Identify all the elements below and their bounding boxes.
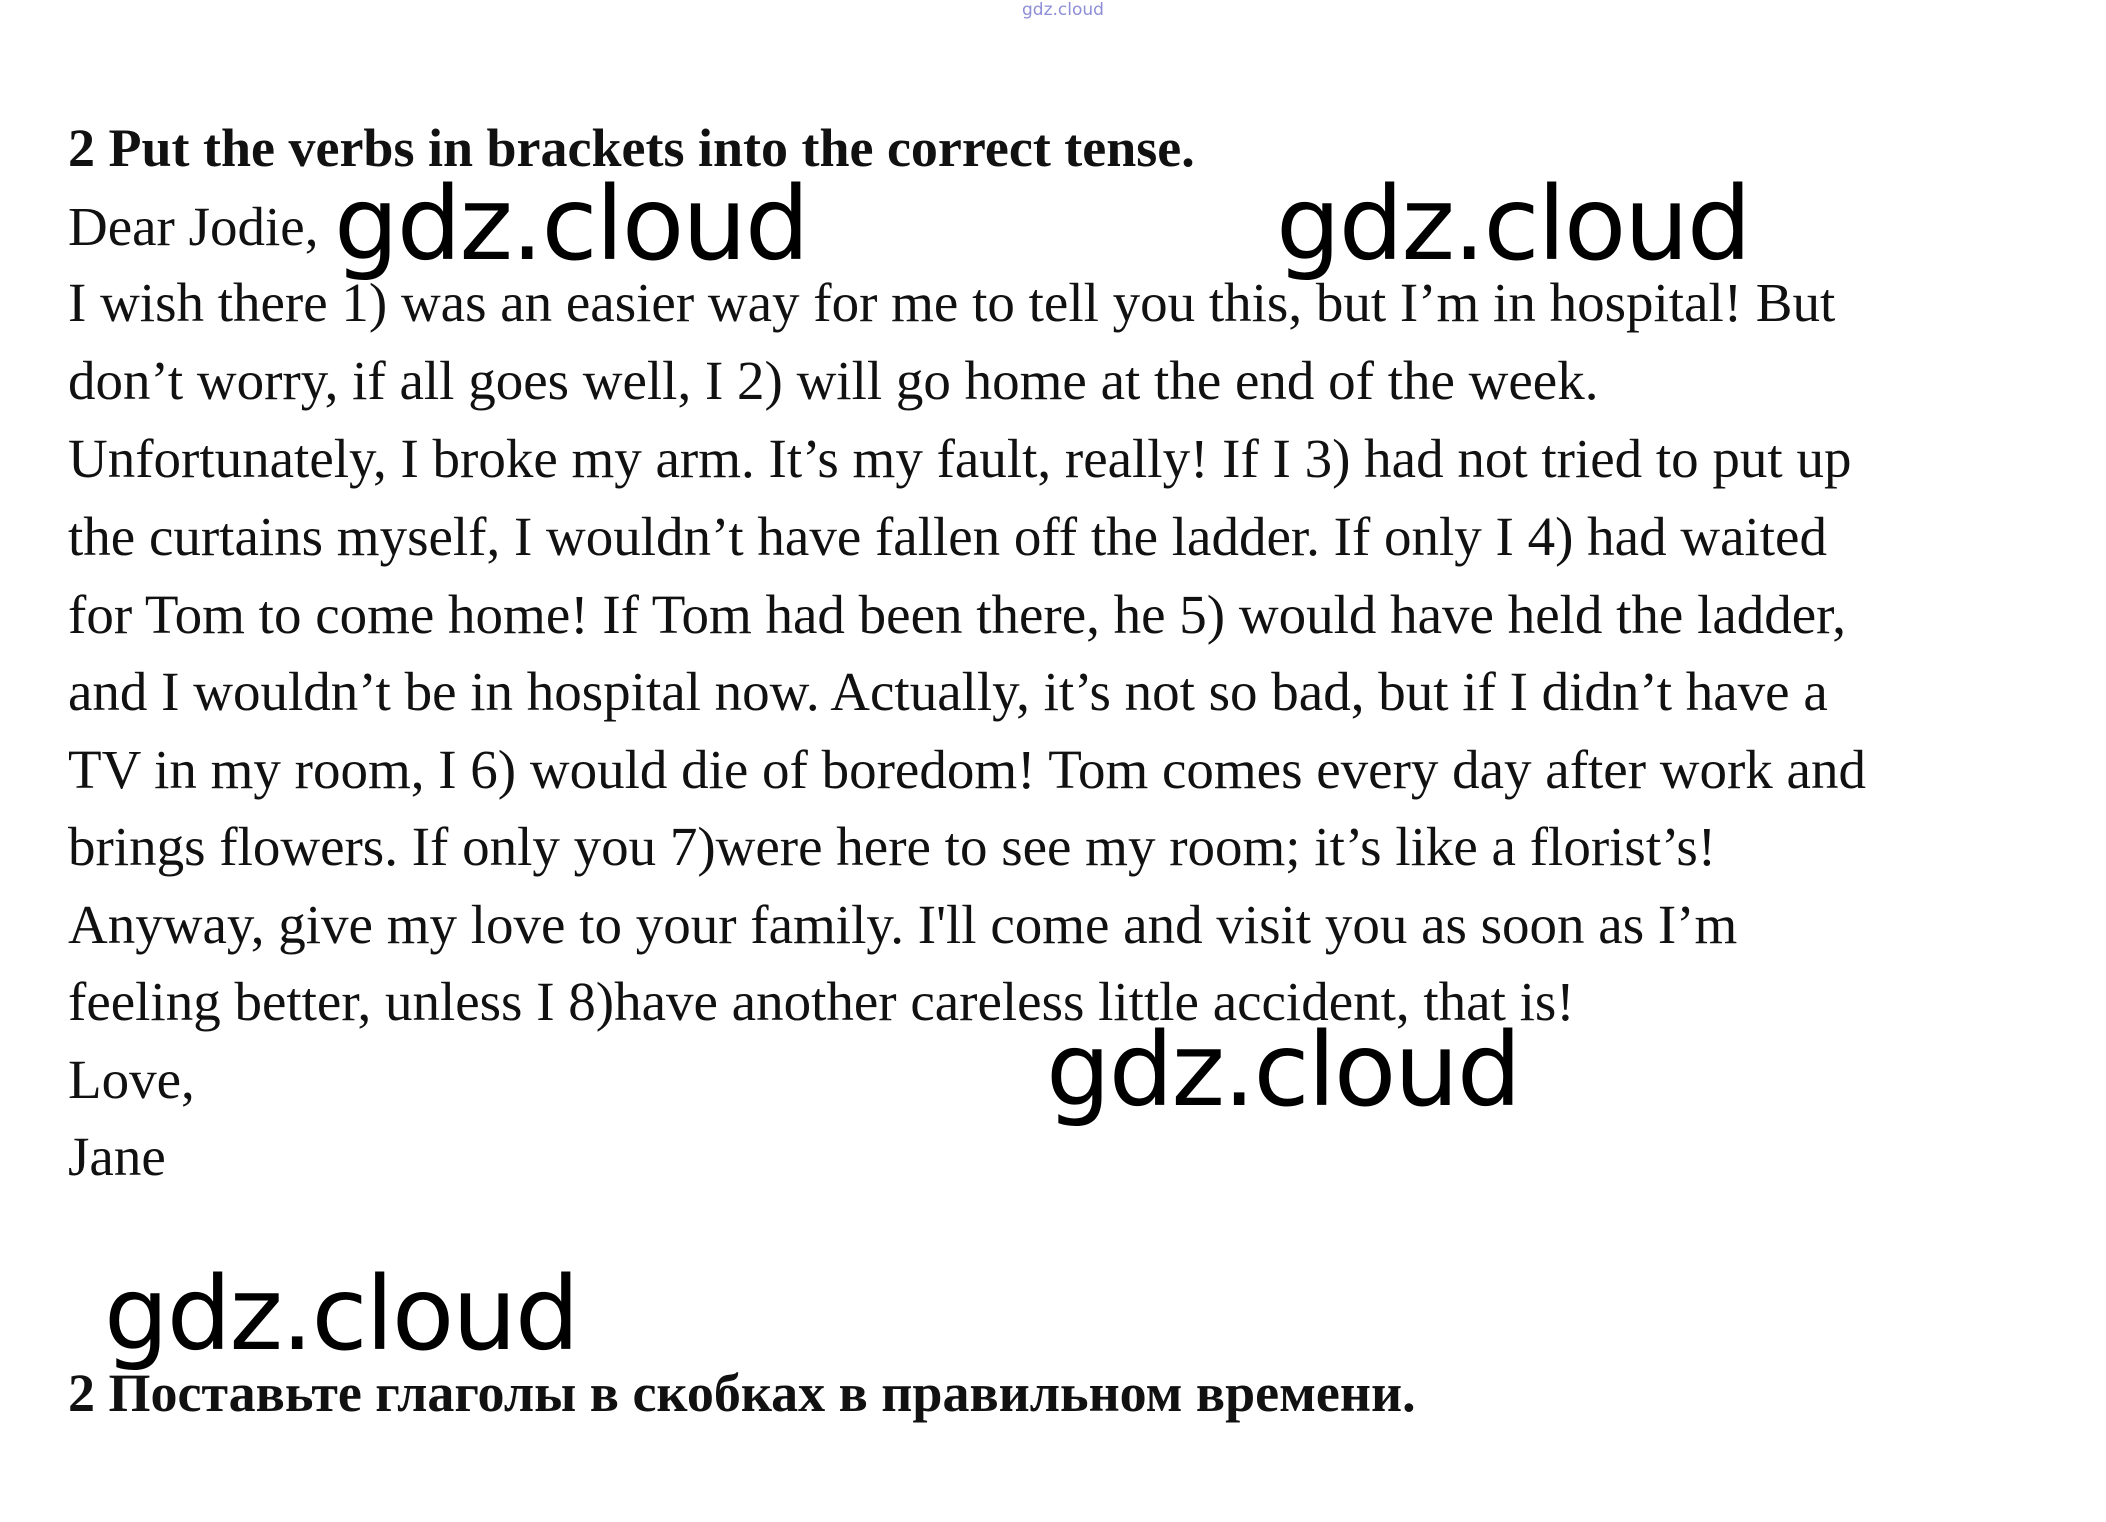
- watermark: gdz.cloud: [334, 165, 808, 284]
- letter-line: Unfortunately, I broke my arm. It’s my fault, really! If I 3) had not tried to put up: [68, 428, 1852, 489]
- letter-line: and I wouldn’t be in hospital now. Actually, it’s not so bad, but if I didn’t have a: [68, 661, 1828, 722]
- letter-line: brings flowers. If only you 7)were here to see my room; it’s like a florist’s!: [68, 816, 1717, 877]
- letter-line: the curtains myself, I wouldn’t have fallen off the ladder. If only I 4) had waited: [68, 506, 1827, 567]
- letter-line: feeling better, unless I 8)have another careless little accident, that is!: [68, 971, 1575, 1032]
- top-watermark: gdz.cloud: [1022, 0, 1104, 20]
- letter-line: Jane: [68, 1126, 166, 1187]
- letter-line: I wish there 1) was an easier way for me to tell you this, but I’m in hospital! But: [68, 272, 1836, 333]
- watermark: gdz.cloud: [104, 1255, 578, 1374]
- letter-line: TV in my room, I 6) would die of boredom! Tom comes every day after work and: [68, 739, 1866, 800]
- letter-line: Love,: [68, 1049, 195, 1110]
- exercise-heading-en: 2 Put the verbs in brackets into the correct tense.: [68, 118, 1195, 178]
- letter-line: for Tom to come home! If Tom had been there, he 5) would have held the ladder,: [68, 584, 1847, 645]
- letter-line: Dear Jodie,: [68, 196, 319, 257]
- letter-line: Anyway, give my love to your family. I'll come and visit you as soon as I’m: [68, 894, 1738, 955]
- letter-line: don’t worry, if all goes well, I 2) will go home at the end of the week.: [68, 350, 1599, 411]
- watermark: gdz.cloud: [1276, 165, 1750, 284]
- exercise-heading-ru: 2 Поставьте глаголы в скобках в правильном времени.: [68, 1363, 1416, 1423]
- watermark: gdz.cloud: [1046, 1011, 1520, 1130]
